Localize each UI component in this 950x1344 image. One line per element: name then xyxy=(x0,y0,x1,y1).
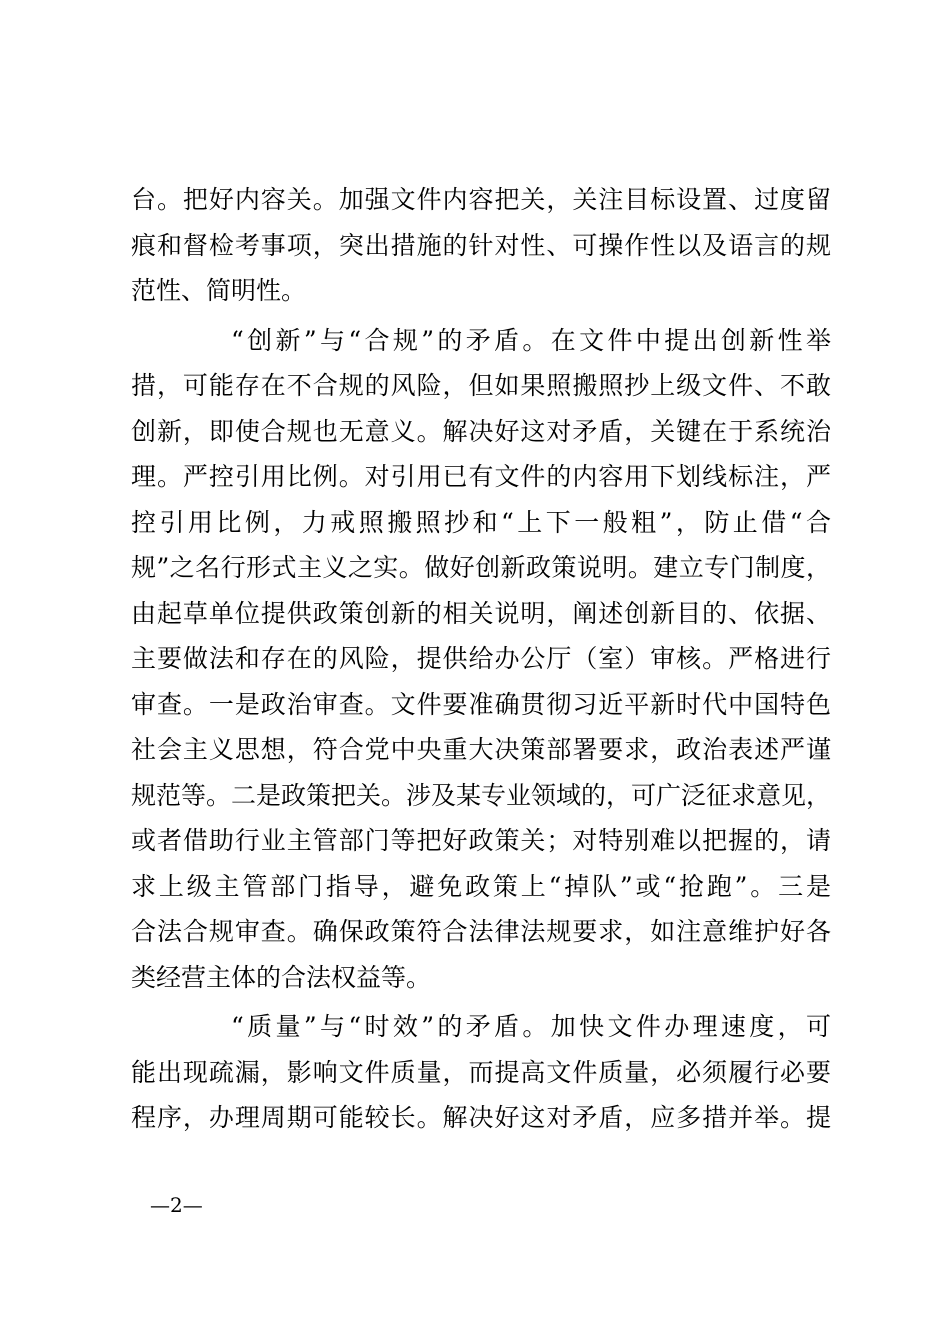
text-line: 程序，办理周期可能较长。解决好这对矛盾，应多措并举。提 xyxy=(131,1103,831,1132)
text-line: 创新，即使合规也无意义。解决好这对矛盾，关键在于系统治 xyxy=(131,416,831,446)
text-line: 控引用比例，力戒照搬照抄和“上下一般粗”，防止借“合 xyxy=(131,507,831,537)
text-line: 规”之名行形式主义之实。做好创新政策说明。建立专门制度， xyxy=(131,553,831,582)
text-line: 或者借助行业主管部门等把好政策关；对特别难以把握的，请 xyxy=(131,826,831,855)
text-line: 类经营主体的合法权益等。 xyxy=(131,962,432,992)
text-line: 痕和督检考事项，突出措施的针对性、可操作性以及语言的规 xyxy=(131,230,831,260)
body-text xyxy=(131,177,831,1141)
text-line: 理。严控引用比例。对引用已有文件的内容用下划线标注，严 xyxy=(131,462,831,491)
text-line: 合法合规审查。确保政策符合法律法规要求，如注意维护好各 xyxy=(131,917,831,946)
text-line: 社会主义思想，符合党中央重大决策部署要求，政治表述严谨 xyxy=(131,735,831,764)
text-line: 审查。一是政治审查。文件要准确贯彻习近平新时代中国特色 xyxy=(131,689,831,719)
text-line: 求上级主管部门指导，避免政策上“掉队”或“抢跑”。三是 xyxy=(131,871,831,901)
paragraph-heading-line: “创新”与“合规”的矛盾。在文件中提出创新性举 xyxy=(231,325,831,355)
text-line: 规范等。二是政策把关。涉及某专业领域的，可广泛征求意见， xyxy=(131,780,832,810)
text-line: 主要做法和存在的风险，提供给办公厅（室）审核。严格进行 xyxy=(131,644,831,673)
page-number: —2— xyxy=(150,1193,203,1217)
paragraph-heading-line: “质量”与“时效”的矛盾。加快文件办理速度，可 xyxy=(231,1012,831,1041)
text-line: 范性、简明性。 xyxy=(131,276,307,305)
text-line: 台。把好内容关。加强文件内容把关，关注目标设置、过度留 xyxy=(131,185,831,214)
text-line: 能出现疏漏，影响文件质量，而提高文件质量，必须履行必要 xyxy=(131,1057,831,1087)
text-line: 由起草单位提供政策创新的相关说明，阐述创新目的、依据、 xyxy=(131,598,831,628)
text-line: 措，可能存在不合规的风险，但如果照搬照抄上级文件、不敢 xyxy=(131,371,831,400)
